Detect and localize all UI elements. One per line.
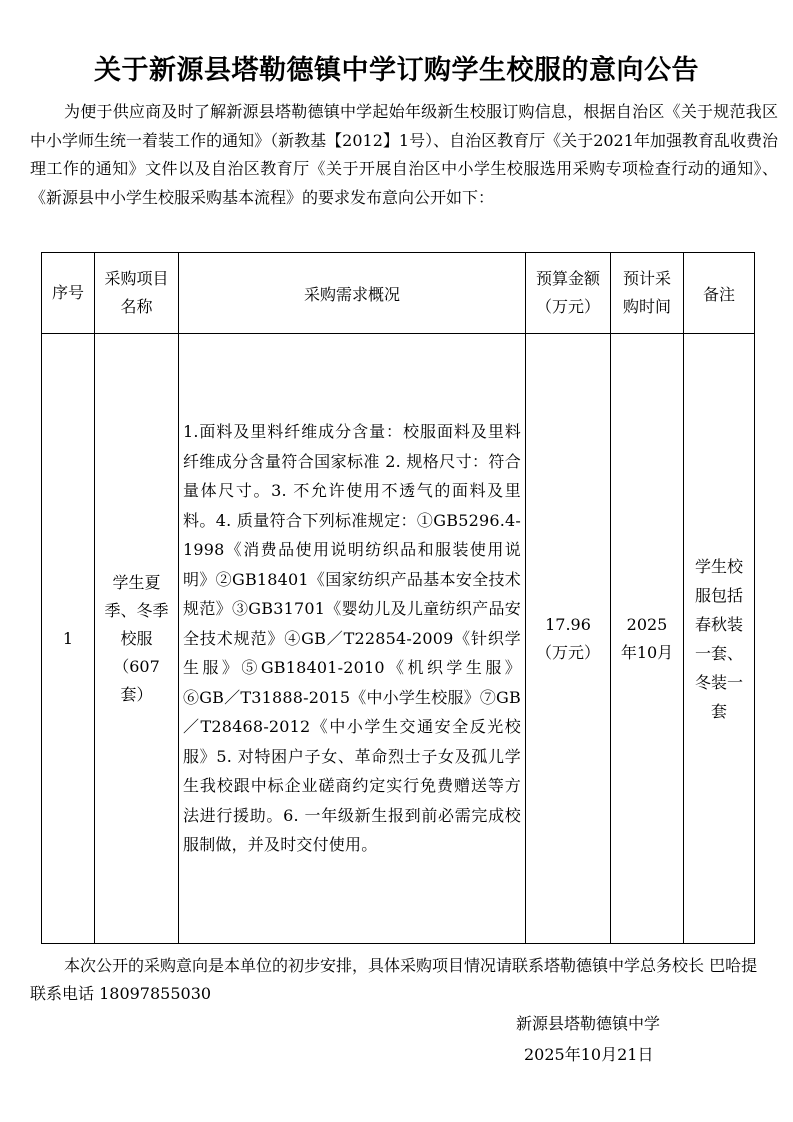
cell-requirements: 1.面料及里料纤维成分含量：校服面料及里料纤维成分含量符合国家标准 2. 规格尺寸：符合量体尺寸。3. 不允许使用不透气的面料及里料。4. 质量符合下列标准规定：①GB5296.4-1998《消费品使用说明纺织品和服装使用说明》②GB18401《国家纺织产品基本安全技术规范》③GB31701《婴幼儿及儿童纺织产品安全技术规范》④GB／T22854-2009《针织学生服》⑤GB18401-2010《机织学生服》⑥GB／T31888-2015《中小学生校服》⑦GB／T28468-2012《中小学生交通安全反光校服》5. 对特困户子女、革命烈士子女及孤儿学生我校跟中标企业磋商约定实行免费赠送等方法进行援助。6. 一年级新生报到前必需完成校服制做，并及时交付使用。: [179, 334, 526, 944]
table-row: [42, 334, 755, 944]
header-seq: 序号: [42, 253, 95, 334]
cell-budget: 17.96（万元）: [526, 334, 611, 944]
cell-name: 学生夏季、冬季校服（607套）: [95, 334, 179, 944]
header-budget: 预算金额（万元）: [526, 253, 611, 334]
table-header-row: [42, 253, 755, 334]
intro-paragraph: 为便于供应商及时了解新源县塔勒德镇中学起始年级新生校服订购信息，根据自治区《关于规范我区中小学师生统一着装工作的通知》（新教基【2012】1号）、自治区教育厅《关于2021年加强教育乱收费治理工作的通知》文件以及自治区教育厅《关于开展自治区中小学生校服选用采购专项检查行动的通知》、《新源县中小学生校服采购基本流程》的要求发布意向公开如下：: [30, 102, 778, 207]
signature-date: 2025年10月21日: [524, 1045, 654, 1064]
cell-seq: 1: [42, 334, 95, 944]
footer-note: 本次公开的采购意向是本单位的初步安排，具体采购项目情况请联系塔勒德镇中学总务校长 巴哈提 联系电话 18097855030: [30, 956, 758, 1003]
cell-time: 2025年10月: [611, 334, 684, 944]
header-time: 预计采购时间: [611, 253, 684, 334]
header-name: 采购项目名称: [95, 253, 179, 334]
page-title: 关于新源县塔勒德镇中学订购学生校服的意向公告: [94, 55, 699, 86]
header-requirements: 采购需求概况: [179, 253, 526, 334]
cell-remark: 学生校服包括春秋装一套、冬装一套: [684, 334, 755, 944]
procurement-table: [41, 252, 755, 944]
signature-org: 新源县塔勒德镇中学: [516, 1014, 661, 1033]
header-remark: 备注: [684, 253, 755, 334]
